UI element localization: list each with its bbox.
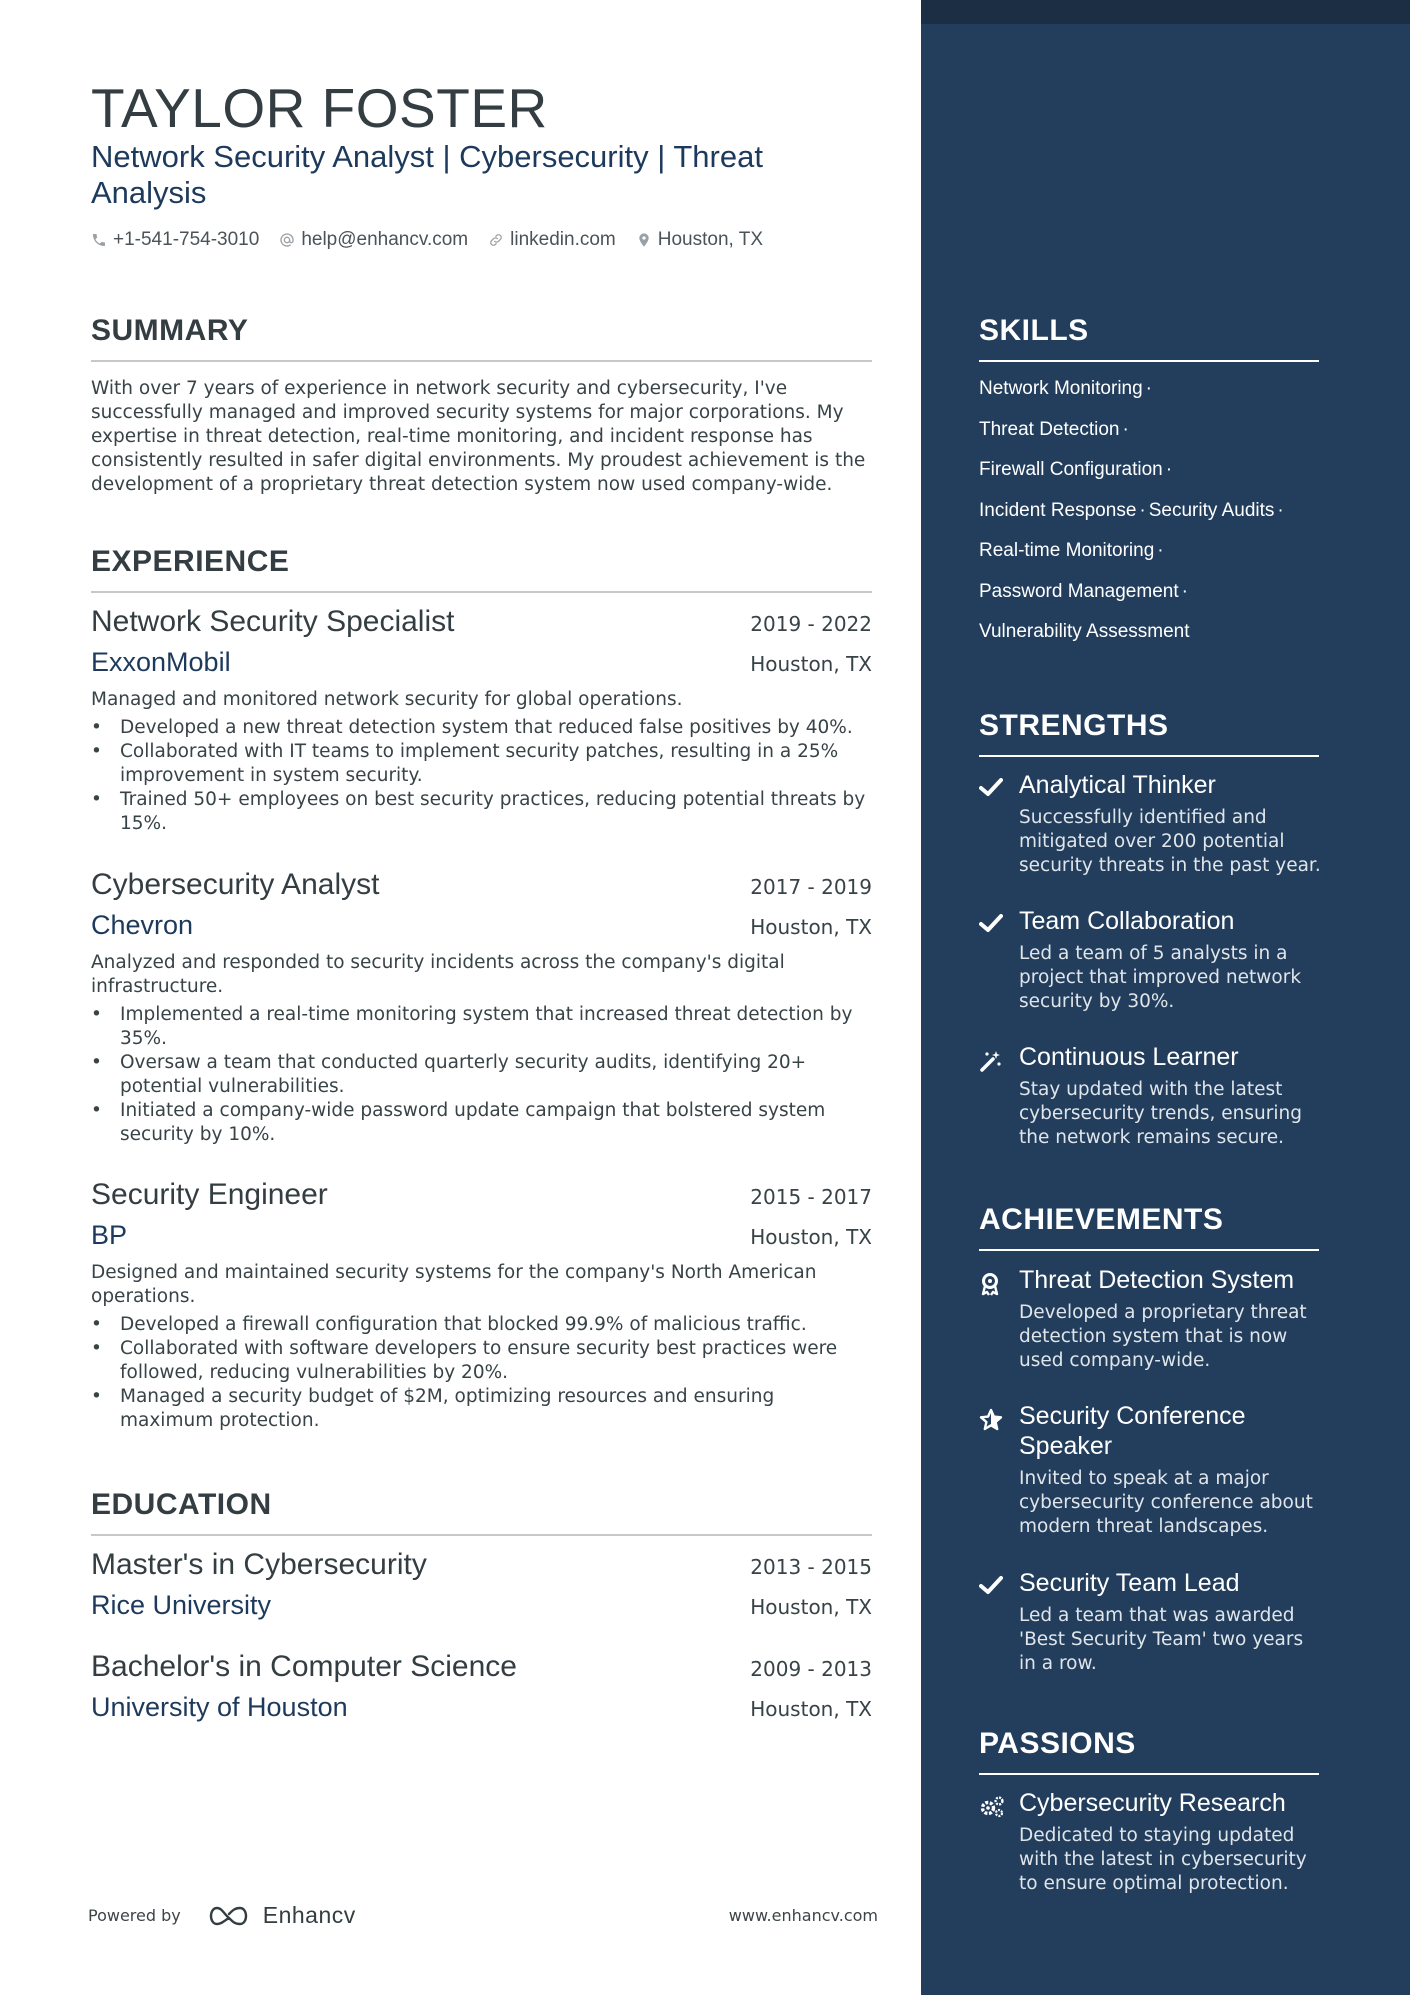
job-bullet: • Developed a new threat detection system that reduced false positives by 40%. <box>91 716 872 740</box>
job-dates: 2015 - 2017 <box>750 1185 872 1209</box>
job-bullet: • Collaborated with software developers to ensure security best practices were followed, reducing vulnerabilities by 20%. <box>91 1337 872 1385</box>
edu-dates: 2013 - 2015 <box>750 1555 872 1579</box>
phone-icon <box>91 232 107 248</box>
link-icon <box>488 232 504 248</box>
passion-title: Cybersecurity Research <box>1019 1789 1286 1817</box>
achievement-desc: Invited to speak at a major cybersecurity conference about modern threat landscapes. <box>1019 1468 1313 1537</box>
strengths-heading: STRENGTHS <box>979 709 1319 757</box>
job-description: Designed and maintained security systems for the company's North American operations. <box>91 1262 817 1307</box>
strength-item <box>979 770 1324 878</box>
experience-heading: EXPERIENCE <box>91 545 872 593</box>
achievement-title: Security Conference Speaker <box>1019 1402 1246 1460</box>
job-entry <box>91 605 872 836</box>
job-bullet: • Initiated a company-wide password update campaign that bolstered system security by 10%. <box>91 1099 872 1147</box>
contact-phone[interactable] <box>91 229 259 251</box>
strength-desc: Led a team of 5 analysts in a project that improved network security by 30%. <box>1019 943 1302 1012</box>
job-bullets <box>91 1003 872 1147</box>
school: University of Houston <box>91 1692 348 1722</box>
skill-item: Security Audits <box>1148 499 1275 521</box>
skill-item: Password Management <box>979 580 1179 602</box>
strength-desc: Successfully identified and mitigated over 200 potential security threats in the past year. <box>1019 807 1321 876</box>
job-role: Cybersecurity Analyst <box>91 868 380 901</box>
passion-desc: Dedicated to staying updated with the latest in cybersecurity to ensure optimal protection. <box>1019 1825 1307 1894</box>
job-bullet: • Oversaw a team that conducted quarterly security audits, identifying 20+ potential vulnerabilities. <box>91 1051 872 1099</box>
achievement-desc: Led a team that was awarded 'Best Security Team' two years in a row. <box>1019 1605 1304 1674</box>
summary-text: With over 7 years of experience in network security and cybersecurity, I've successfully managed and improved security systems for major corporations. My expertise in threat detection, real-time monitoring, and incident response has consistently resulted in safer digital environments. My proudest achievement is the development of a proprietary threat detection system now used company-wide. <box>91 378 866 495</box>
phone-text: +1-541-754-3010 <box>113 229 260 250</box>
footer <box>88 1902 878 1929</box>
star-icon <box>979 1408 1003 1432</box>
enhancv-brand: Enhancv <box>262 1902 356 1928</box>
skill-item: Firewall Configuration <box>979 459 1163 480</box>
job-entry <box>91 1178 872 1433</box>
achievements-heading: ACHIEVEMENTS <box>979 1203 1319 1251</box>
achievement-title: Threat Detection System <box>1019 1266 1295 1294</box>
edu-dates: 2009 - 2013 <box>750 1657 872 1681</box>
linkedin-text: linkedin.com <box>510 229 616 250</box>
strength-desc: Stay updated with the latest cybersecurity trends, ensuring the network remains secure. <box>1019 1079 1302 1148</box>
job-dates: 2019 - 2022 <box>750 612 872 636</box>
job-role: Network Security Specialist <box>91 605 455 638</box>
degree: Bachelor's in Computer Science <box>91 1650 517 1683</box>
achievement-title: Security Team Lead <box>1019 1569 1240 1597</box>
skills-heading: SKILLS <box>979 314 1319 362</box>
at-icon <box>279 232 295 248</box>
job-company: Chevron <box>91 910 194 940</box>
strength-item <box>979 1042 1324 1150</box>
skill-item: Threat Detection <box>979 418 1120 440</box>
powered-by <box>88 1902 356 1929</box>
degree: Master's in Cybersecurity <box>91 1548 427 1581</box>
strength-title: Team Collaboration <box>1019 907 1235 935</box>
checkmark-icon <box>979 1575 1003 1595</box>
sidebar-top-band <box>921 0 1410 24</box>
job-dates: 2017 - 2019 <box>750 875 872 899</box>
contact-bar <box>91 229 783 251</box>
job-location: Houston, TX <box>750 652 872 676</box>
magic-wand-icon <box>979 1049 1003 1073</box>
strength-item <box>979 906 1324 1014</box>
skills-list: Network Monitoring · Threat Detection · Firewall Configuration · Incident Response · Security Audits · Real-time Monitoring · Password Management · Vulnerability Assessment <box>979 378 1284 642</box>
job-bullet: • Trained 50+ employees on best security practices, reducing potential threats by 15%. <box>91 788 872 836</box>
education-entry <box>91 1548 872 1621</box>
candidate-name: TAYLOR FOSTER <box>91 77 548 139</box>
job-bullets <box>91 716 872 836</box>
skill-item: Network Monitoring <box>979 378 1143 399</box>
job-bullet: • Collaborated with IT teams to implement security patches, resulting in a 25% improvement in system security. <box>91 740 872 788</box>
contact-email[interactable] <box>279 229 468 251</box>
achievement-item <box>979 1401 1324 1539</box>
job-location: Houston, TX <box>750 1225 872 1249</box>
achievement-item <box>979 1568 1324 1676</box>
enhancv-logo[interactable] <box>207 1902 356 1929</box>
job-entry <box>91 868 872 1147</box>
location-pin-icon <box>636 231 652 249</box>
strength-title: Analytical Thinker <box>1019 771 1216 799</box>
powered-by-label: Powered by <box>88 1906 181 1925</box>
job-company: ExxonMobil <box>91 647 231 677</box>
sidebar <box>921 0 1410 1995</box>
skill-item: Vulnerability Assessment <box>979 621 1190 642</box>
enhancv-logo-icon <box>207 1904 253 1928</box>
skill-item: Real-time Monitoring <box>979 540 1155 561</box>
contact-linkedin[interactable] <box>488 229 616 251</box>
checkmark-icon <box>979 913 1003 933</box>
location-text: Houston, TX <box>657 229 764 250</box>
job-description: Managed and monitored network security for global operations. <box>91 689 683 710</box>
job-description: Analyzed and responded to security incidents across the company's digital infrastructure. <box>91 952 785 997</box>
skill-item: Incident Response <box>979 499 1137 521</box>
website-link[interactable]: www.enhancv.com <box>728 1906 878 1925</box>
passion-item <box>979 1788 1324 1896</box>
edu-location: Houston, TX <box>750 1697 872 1721</box>
job-bullet: • Developed a firewall configuration that blocked 99.9% of malicious traffic. <box>91 1313 872 1337</box>
school: Rice University <box>91 1590 272 1620</box>
checkmark-icon <box>979 777 1003 797</box>
edu-location: Houston, TX <box>750 1595 872 1619</box>
candidate-title: Network Security Analyst | Cybersecurity | Threat Analysis <box>91 139 763 210</box>
education-heading: EDUCATION <box>91 1488 872 1536</box>
education-entry <box>91 1650 872 1723</box>
contact-location <box>636 229 763 251</box>
email-text: help@enhancv.com <box>301 229 469 250</box>
passions-heading: PASSIONS <box>979 1727 1319 1775</box>
job-bullets <box>91 1313 872 1433</box>
job-bullet: • Implemented a real-time monitoring system that increased threat detection by 35%. <box>91 1003 872 1051</box>
strength-title: Continuous Learner <box>1019 1043 1239 1071</box>
achievement-desc: Developed a proprietary threat detection system that is now used company-wide. <box>1019 1302 1307 1371</box>
gears-icon <box>979 1795 1005 1819</box>
summary-heading: SUMMARY <box>91 314 872 362</box>
job-role: Security Engineer <box>91 1178 328 1211</box>
job-location: Houston, TX <box>750 915 872 939</box>
achievement-item <box>979 1265 1324 1373</box>
award-ribbon-icon <box>979 1272 1001 1296</box>
job-bullet: • Managed a security budget of $2M, optimizing resources and ensuring maximum protection. <box>91 1385 872 1433</box>
job-company: BP <box>91 1220 128 1250</box>
